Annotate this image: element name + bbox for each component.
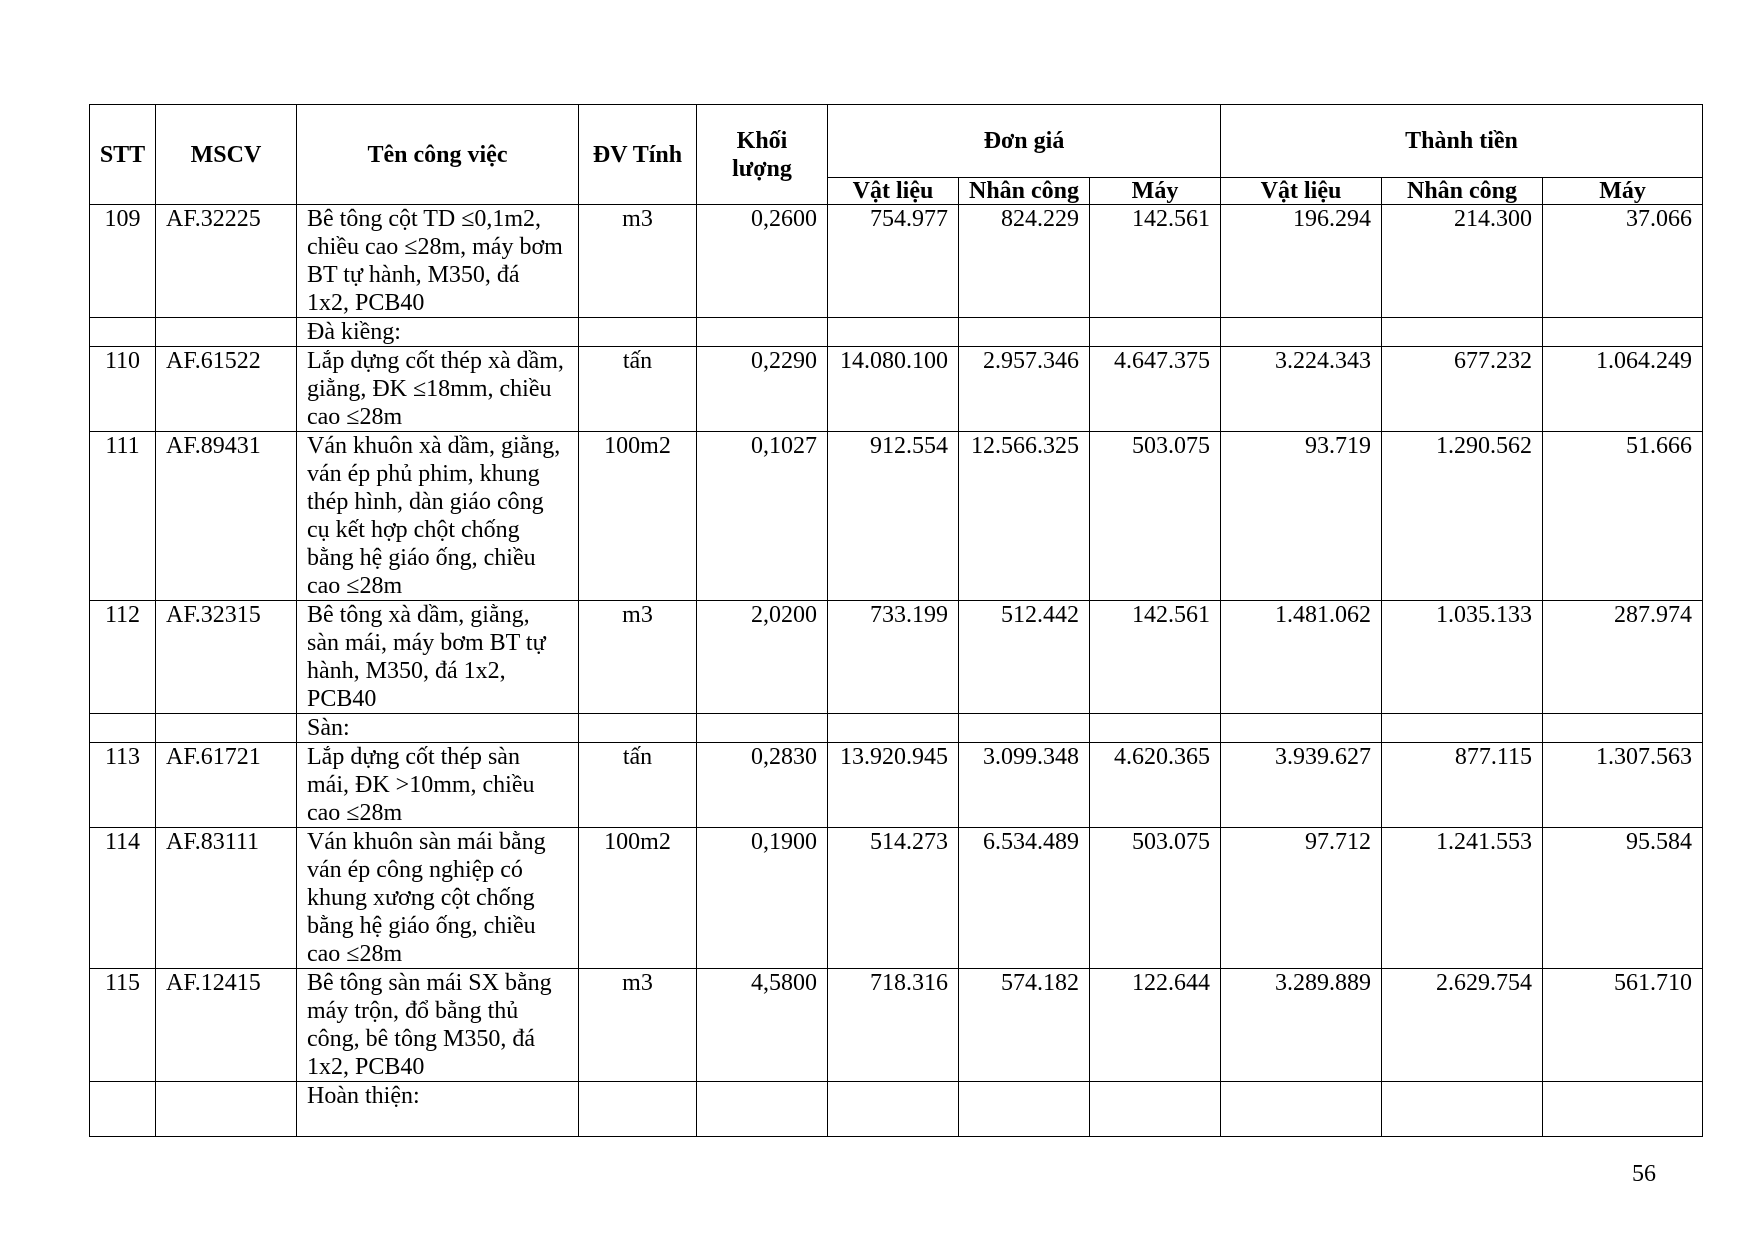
cell-dg-nhan-cong: 2.957.346 (959, 347, 1090, 432)
cell-mscv: AF.32225 (156, 205, 297, 318)
description-line: chiều cao ≤28m, máy bơm (307, 234, 563, 260)
cell-dg-vat-lieu: 912.554 (828, 432, 959, 601)
section-label: Sàn: (297, 714, 579, 743)
empty-cell (959, 1082, 1090, 1137)
empty-cell (579, 714, 697, 743)
cell-dg-nhan-cong: 512.442 (959, 601, 1090, 714)
cell-description (297, 432, 579, 601)
cell-tt-may: 1.064.249 (1543, 347, 1703, 432)
cell-unit: m3 (579, 969, 697, 1082)
empty-cell (1221, 714, 1382, 743)
cell-dg-nhan-cong: 574.182 (959, 969, 1090, 1082)
cell-qty: 0,1027 (697, 432, 828, 601)
header-mscv: MSCV (156, 105, 297, 205)
table-row (90, 347, 1703, 432)
cell-stt: 114 (90, 828, 156, 969)
empty-cell (1090, 1082, 1221, 1137)
cell-description (297, 205, 579, 318)
page-number: 56 (1632, 1161, 1656, 1187)
cell-dg-nhan-cong: 6.534.489 (959, 828, 1090, 969)
table-row (90, 828, 1703, 969)
table-row (90, 205, 1703, 318)
cell-tt-nhan-cong: 2.629.754 (1382, 969, 1543, 1082)
description-line: Bê tông xà dầm, giằng, (307, 602, 530, 628)
empty-cell (579, 318, 697, 347)
description-line: giằng, ĐK ≤18mm, chiều (307, 376, 552, 402)
description-line: Lắp dựng cốt thép xà dầm, (307, 348, 564, 374)
cell-tt-nhan-cong: 877.115 (1382, 743, 1543, 828)
header-ten-cong-viec: Tên công việc (297, 105, 579, 205)
description-line: 1x2, PCB40 (307, 290, 425, 316)
empty-cell (828, 1082, 959, 1137)
description-line: cao ≤28m (307, 800, 403, 826)
cell-mscv: AF.89431 (156, 432, 297, 601)
section-row (90, 714, 1703, 743)
description-line: hành, M350, đá 1x2, (307, 658, 506, 684)
header-khoi-luong (697, 105, 828, 205)
empty-cell (579, 1082, 697, 1137)
description-line: máy trộn, đổ bằng thủ (307, 998, 519, 1024)
cell-mscv: AF.83111 (156, 828, 297, 969)
cell-stt: 115 (90, 969, 156, 1082)
cell-qty: 0,1900 (697, 828, 828, 969)
description-line: PCB40 (307, 686, 377, 712)
cell-tt-vat-lieu: 3.939.627 (1221, 743, 1382, 828)
cell-description (297, 601, 579, 714)
cell-description (297, 969, 579, 1082)
cell-tt-may: 95.584 (1543, 828, 1703, 969)
cell-dg-vat-lieu: 718.316 (828, 969, 959, 1082)
cell-dg-may: 503.075 (1090, 432, 1221, 601)
description-line: Bê tông cột TD ≤0,1m2, (307, 206, 542, 232)
cell-description (297, 347, 579, 432)
cell-qty: 0,2600 (697, 205, 828, 318)
cell-tt-nhan-cong: 677.232 (1382, 347, 1543, 432)
cell-dg-nhan-cong: 12.566.325 (959, 432, 1090, 601)
description-line: cao ≤28m (307, 941, 403, 967)
cell-qty: 2,0200 (697, 601, 828, 714)
cell-tt-may: 37.066 (1543, 205, 1703, 318)
cell-description (297, 828, 579, 969)
description-line: Bê tông sàn mái SX bằng (307, 970, 552, 996)
header-thanh-tien: Thành tiền (1221, 105, 1703, 178)
table-row (90, 432, 1703, 601)
cell-dg-vat-lieu: 754.977 (828, 205, 959, 318)
table-row (90, 969, 1703, 1082)
description-line: Ván khuôn xà dầm, giằng, (307, 433, 561, 459)
cell-dg-vat-lieu: 14.080.100 (828, 347, 959, 432)
description-line: Ván khuôn sàn mái bằng (307, 829, 546, 855)
description-line: khung xương cột chống (307, 885, 535, 911)
empty-cell (1382, 1082, 1543, 1137)
header-stt: STT (90, 105, 156, 205)
description-line: sàn mái, máy bơm BT tự (307, 630, 546, 656)
header-don-gia: Đơn giá (828, 105, 1221, 178)
description-line: cao ≤28m (307, 573, 403, 599)
cell-tt-vat-lieu: 1.481.062 (1221, 601, 1382, 714)
cell-dg-may: 122.644 (1090, 969, 1221, 1082)
empty-cell (1090, 318, 1221, 347)
header-dv-tinh: ĐV Tính (579, 105, 697, 205)
cell-unit: 100m2 (579, 828, 697, 969)
empty-cell (156, 318, 297, 347)
cell-dg-nhan-cong: 824.229 (959, 205, 1090, 318)
cell-dg-may: 142.561 (1090, 205, 1221, 318)
description-line: BT tự hành, M350, đá (307, 262, 520, 288)
cell-description (297, 743, 579, 828)
cell-unit: tấn (579, 743, 697, 828)
cell-stt: 113 (90, 743, 156, 828)
table-row (90, 601, 1703, 714)
cell-tt-nhan-cong: 1.035.133 (1382, 601, 1543, 714)
cell-unit: m3 (579, 205, 697, 318)
cell-mscv: AF.32315 (156, 601, 297, 714)
header-dg-vat-lieu: Vật liệu (828, 178, 959, 205)
empty-cell (156, 1082, 297, 1137)
cell-tt-nhan-cong: 1.241.553 (1382, 828, 1543, 969)
cell-qty: 0,2830 (697, 743, 828, 828)
description-line: cao ≤28m (307, 404, 403, 430)
cell-tt-vat-lieu: 3.289.889 (1221, 969, 1382, 1082)
description-line: cụ kết hợp chột chống (307, 517, 520, 543)
cell-tt-nhan-cong: 214.300 (1382, 205, 1543, 318)
cell-dg-vat-lieu: 514.273 (828, 828, 959, 969)
empty-cell (1090, 714, 1221, 743)
cell-tt-nhan-cong: 1.290.562 (1382, 432, 1543, 601)
cell-tt-may: 1.307.563 (1543, 743, 1703, 828)
empty-cell (697, 714, 828, 743)
header-tt-nhan-cong: Nhân công (1382, 178, 1543, 205)
header-dg-nhan-cong: Nhân công (959, 178, 1090, 205)
description-line: ván ép phủ phim, khung (307, 461, 540, 487)
description-line: ván ép công nghiệp có (307, 857, 523, 883)
empty-cell (828, 318, 959, 347)
empty-cell (959, 714, 1090, 743)
description-line: công, bê tông M350, đá (307, 1026, 535, 1052)
cell-stt: 109 (90, 205, 156, 318)
cell-tt-may: 51.666 (1543, 432, 1703, 601)
empty-cell (90, 318, 156, 347)
description-line: bằng hệ giáo ống, chiều (307, 545, 536, 571)
empty-cell (1221, 1082, 1382, 1137)
header-dg-may: Máy (1090, 178, 1221, 205)
cell-dg-may: 503.075 (1090, 828, 1221, 969)
cell-tt-vat-lieu: 97.712 (1221, 828, 1382, 969)
cell-dg-may: 4.647.375 (1090, 347, 1221, 432)
cell-unit: m3 (579, 601, 697, 714)
cell-qty: 4,5800 (697, 969, 828, 1082)
cell-dg-may: 4.620.365 (1090, 743, 1221, 828)
description-line: Lắp dựng cốt thép sàn (307, 744, 520, 770)
header-tt-vat-lieu: Vật liệu (1221, 178, 1382, 205)
cell-dg-nhan-cong: 3.099.348 (959, 743, 1090, 828)
cell-tt-may: 287.974 (1543, 601, 1703, 714)
section-row (90, 318, 1703, 347)
cell-dg-vat-lieu: 733.199 (828, 601, 959, 714)
cell-tt-vat-lieu: 93.719 (1221, 432, 1382, 601)
section-label: Đà kiềng: (297, 318, 579, 347)
cell-mscv: AF.12415 (156, 969, 297, 1082)
cell-qty: 0,2290 (697, 347, 828, 432)
cell-dg-vat-lieu: 13.920.945 (828, 743, 959, 828)
section-label: Hoàn thiện: (297, 1082, 579, 1137)
table-row (90, 743, 1703, 828)
table-header-row (90, 105, 1703, 178)
table-body (90, 205, 1703, 1137)
empty-cell (1543, 318, 1703, 347)
description-line: 1x2, PCB40 (307, 1054, 425, 1080)
cell-unit: tấn (579, 347, 697, 432)
empty-cell (1543, 1082, 1703, 1137)
cell-tt-vat-lieu: 196.294 (1221, 205, 1382, 318)
cell-stt: 112 (90, 601, 156, 714)
cell-stt: 111 (90, 432, 156, 601)
empty-cell (1543, 714, 1703, 743)
empty-cell (1382, 714, 1543, 743)
empty-cell (959, 318, 1090, 347)
description-line: thép hình, dàn giáo công (307, 489, 544, 515)
empty-cell (1221, 318, 1382, 347)
description-line: bằng hệ giáo ống, chiều (307, 913, 536, 939)
section-row (90, 1082, 1703, 1137)
empty-cell (697, 318, 828, 347)
cell-mscv: AF.61721 (156, 743, 297, 828)
empty-cell (828, 714, 959, 743)
cell-dg-may: 142.561 (1090, 601, 1221, 714)
empty-cell (697, 1082, 828, 1137)
cell-tt-vat-lieu: 3.224.343 (1221, 347, 1382, 432)
header-khoi-luong-line2: lượng (732, 155, 792, 182)
header-tt-may: Máy (1543, 178, 1703, 205)
empty-cell (156, 714, 297, 743)
header-khoi-luong-line1: Khối (736, 127, 788, 154)
cell-tt-may: 561.710 (1543, 969, 1703, 1082)
cell-unit: 100m2 (579, 432, 697, 601)
empty-cell (90, 1082, 156, 1137)
cell-stt: 110 (90, 347, 156, 432)
description-line: mái, ĐK >10mm, chiều (307, 772, 535, 798)
empty-cell (90, 714, 156, 743)
empty-cell (1382, 318, 1543, 347)
cost-estimate-table (89, 104, 1703, 1137)
cell-mscv: AF.61522 (156, 347, 297, 432)
